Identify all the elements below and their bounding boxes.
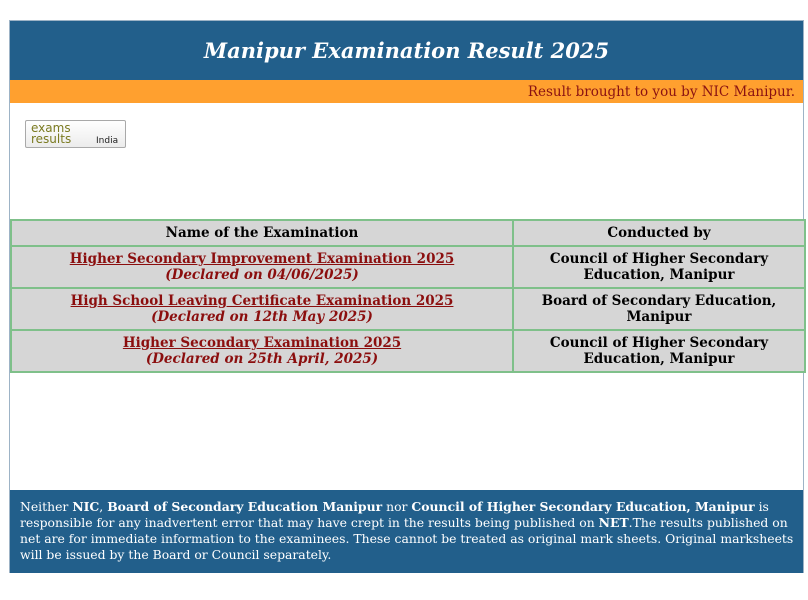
declared-date: (Declared on 04/06/2025) xyxy=(165,267,359,283)
table-header-row xyxy=(11,220,805,246)
credit-bar xyxy=(10,80,803,103)
exam-link-hs-2025[interactable]: Higher Secondary Examination 2025 xyxy=(122,335,402,351)
credit-text: Result brought to you by NIC Manipur. xyxy=(527,83,795,100)
exam-link-hslc-2025[interactable]: High School Leaving Certificate Examination 2025 xyxy=(70,293,454,309)
disclaimer-text: , xyxy=(99,499,104,514)
exams-results-india-logo[interactable] xyxy=(25,120,126,148)
page-header xyxy=(10,21,803,80)
column-header-exam-name: Name of the Examination xyxy=(11,220,513,246)
disclaimer-text: .The results published on net are for immediate information to the examinees. These cannot be treated as original mark sheets. Original marksheets will be issued by the Board or Council separately. xyxy=(20,515,794,562)
logo-text-exams: exams xyxy=(31,121,71,135)
table-row xyxy=(11,330,805,372)
disclaimer-bold-cohse: Council of Higher Secondary Education, Manipur xyxy=(411,499,755,514)
results-table xyxy=(10,219,806,373)
disclaimer-footer xyxy=(10,490,803,573)
table-row xyxy=(11,288,805,330)
disclaimer-bold-bose: Board of Secondary Education Manipur xyxy=(107,499,383,514)
conducted-by-cell: Board of Secondary Education, Manipur xyxy=(513,288,805,330)
exam-link-hs-improvement-2025[interactable]: Higher Secondary Improvement Examination 2025 xyxy=(69,251,455,267)
disclaimer-text: nor xyxy=(386,499,408,514)
disclaimer-text: is responsible for any inadvertent error that may have crept in the results being published on xyxy=(20,499,769,530)
exam-cell xyxy=(11,288,513,330)
disclaimer-text: Neither xyxy=(20,499,69,514)
declared-date: (Declared on 25th April, 2025) xyxy=(145,351,379,367)
disclaimer-bold-nic: NIC xyxy=(72,499,100,514)
conducted-by-cell: Council of Higher Secondary Education, Manipur xyxy=(513,246,805,288)
disclaimer-bold-net: NET xyxy=(598,515,629,530)
exam-cell xyxy=(11,330,513,372)
page-title: Manipur Examination Result 2025 xyxy=(203,38,610,63)
logo-text-results: results xyxy=(31,132,72,146)
conducted-by-cell: Council of Higher Secondary Education, Manipur xyxy=(513,330,805,372)
exam-cell xyxy=(11,246,513,288)
logo-text-india: India xyxy=(96,136,119,146)
column-header-conducted-by: Conducted by xyxy=(513,220,805,246)
page-frame xyxy=(9,20,804,573)
declared-date: (Declared on 12th May 2025) xyxy=(151,309,373,325)
table-row xyxy=(11,246,805,288)
